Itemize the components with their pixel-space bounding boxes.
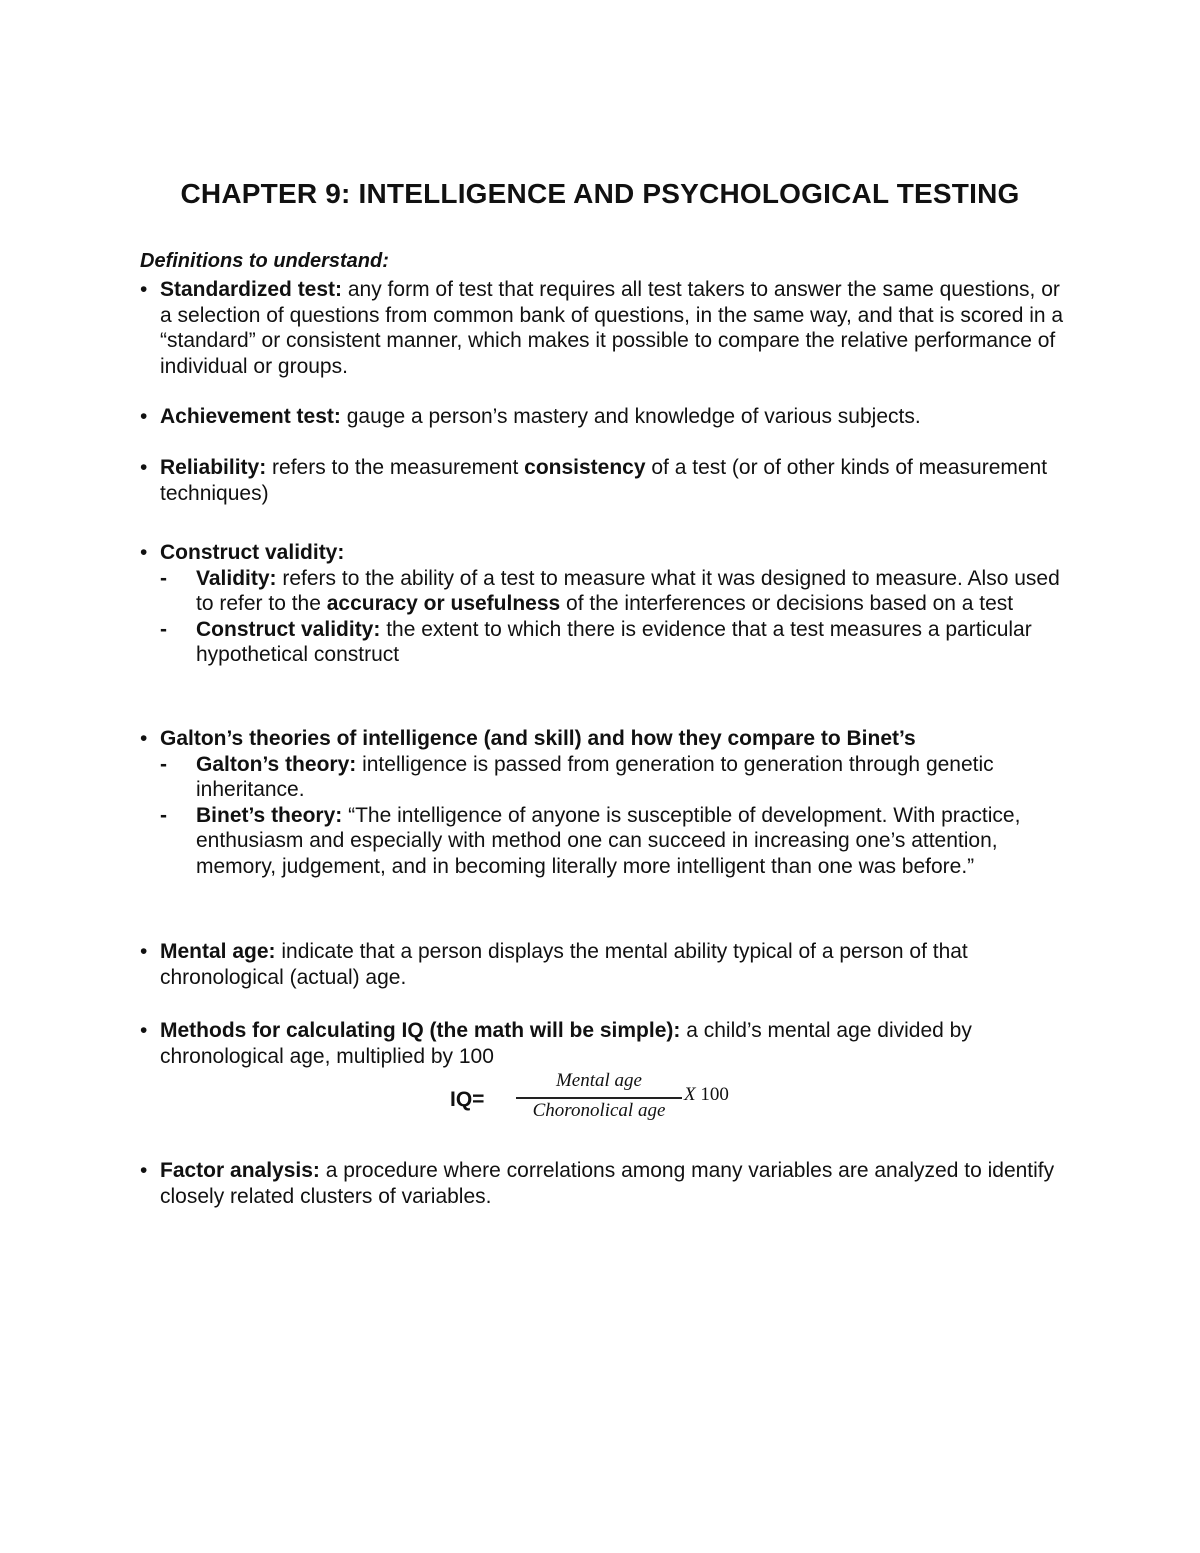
- definition-factor-analysis: a procedure where correlations among many variables are analyzed to identify closely related clusters of variables.: [160, 1159, 1055, 1208]
- page-title: CHAPTER 9: INTELLIGENCE AND PSYCHOLOGICAL TESTING: [180, 178, 1020, 209]
- term-iq-methods: Methods for calculating IQ (the math will be simple):: [160, 1019, 681, 1042]
- sub-item-validity: [160, 566, 1070, 617]
- term-reliability: Reliability:: [160, 456, 267, 479]
- fraction-bar: [516, 1097, 682, 1099]
- dash-icon: -: [160, 617, 167, 641]
- formula-times: X: [684, 1084, 696, 1105]
- definition-iq-methods: a child’s mental age divided by chronological age, multiplied by 100: [160, 1019, 972, 1068]
- emphasis-accuracy: accuracy or usefulness: [326, 592, 561, 615]
- definition-achievement-test: gauge a person’s mastery and knowledge of various subjects.: [340, 405, 921, 428]
- formula-lhs: IQ=: [450, 1088, 485, 1111]
- sub-item-galton-theory: [160, 752, 1070, 803]
- bullet-icon: •: [140, 727, 148, 750]
- bullet-icon: •: [140, 541, 148, 564]
- bullet-icon: •: [140, 940, 148, 963]
- term-construct-validity-sub: Construct validity:: [196, 617, 381, 641]
- term-factor-analysis: Factor analysis:: [160, 1159, 320, 1182]
- emphasis-consistency: consistency: [524, 456, 646, 479]
- formula-multiplier: [684, 1084, 729, 1106]
- term-galton-binet: Galton’s theories of intelligence (and skill) and how they compare to Binet’s: [160, 727, 916, 750]
- dash-icon: -: [160, 803, 167, 827]
- term-galton-theory: Galton’s theory:: [196, 752, 357, 776]
- dash-icon: -: [160, 752, 167, 776]
- list-item-factor-analysis: [140, 1158, 1070, 1209]
- bullet-icon: •: [140, 1159, 148, 1182]
- definition-binet-theory: “The intelligence of anyone is susceptible of development. With practice, enthusiasm and especially with method one can succeed in increasing one’s attention, memory, judgement, and in becoming literally more intelligent than one was before.”: [196, 803, 1021, 878]
- iq-formula: [450, 1068, 770, 1128]
- list-item-galton-binet: [140, 726, 1070, 879]
- definition-reliability-part2: of a test (or of other kinds of measurement techniques): [160, 456, 1048, 505]
- term-mental-age: Mental age:: [160, 940, 276, 963]
- dash-icon: -: [160, 566, 167, 590]
- list-item-achievement-test: [140, 404, 1070, 430]
- bullet-icon: •: [140, 405, 148, 428]
- term-standardized-test: Standardized test:: [160, 278, 343, 301]
- formula-factor: 100: [700, 1084, 729, 1105]
- list-item-mental-age: [140, 939, 1070, 990]
- sub-item-construct-validity: [160, 617, 1070, 668]
- formula-denominator: Choronolical age: [532, 1100, 666, 1121]
- term-validity: Validity:: [196, 566, 277, 590]
- list-item-reliability: [140, 455, 1070, 506]
- bullet-icon: •: [140, 278, 148, 301]
- definition-standardized-test: any form of test that requires all test takers to answer the same questions, or a selection of questions from common bank of questions, in the same way, and that is scored in a “standard” or consistent manner, which makes it possible to compare the relative performance of individual or groups.: [160, 278, 1064, 378]
- definition-validity-part1: refers to the ability of a test to measure what it was designed to measure. Also used to refer to the: [196, 566, 1060, 615]
- term-construct-validity: Construct validity:: [160, 541, 345, 564]
- bullet-icon: •: [140, 456, 148, 479]
- list-item-construct-validity: [140, 540, 1070, 668]
- bullet-icon: •: [140, 1019, 148, 1042]
- definition-validity-part2: of the interferences or decisions based on a test: [560, 592, 1014, 615]
- term-achievement-test: Achievement test:: [160, 405, 341, 428]
- list-item-iq-methods: [140, 1018, 1070, 1069]
- definition-construct-validity: the extent to which there is evidence that a test measures a particular hypothetical construct: [196, 617, 1032, 666]
- sub-item-binet-theory: [160, 803, 1070, 880]
- section-subheading: Definitions to understand:: [140, 250, 389, 272]
- definition-galton-theory: intelligence is passed from generation to generation through genetic inheritance.: [196, 752, 994, 801]
- list-item-standardized-test: [140, 277, 1070, 379]
- definition-reliability-part1: refers to the measurement: [266, 456, 525, 479]
- formula-numerator: Mental age: [555, 1070, 642, 1091]
- term-binet-theory: Binet’s theory:: [196, 803, 343, 827]
- definition-mental-age: indicate that a person displays the mental ability typical of a person of that chronological (actual) age.: [160, 940, 968, 989]
